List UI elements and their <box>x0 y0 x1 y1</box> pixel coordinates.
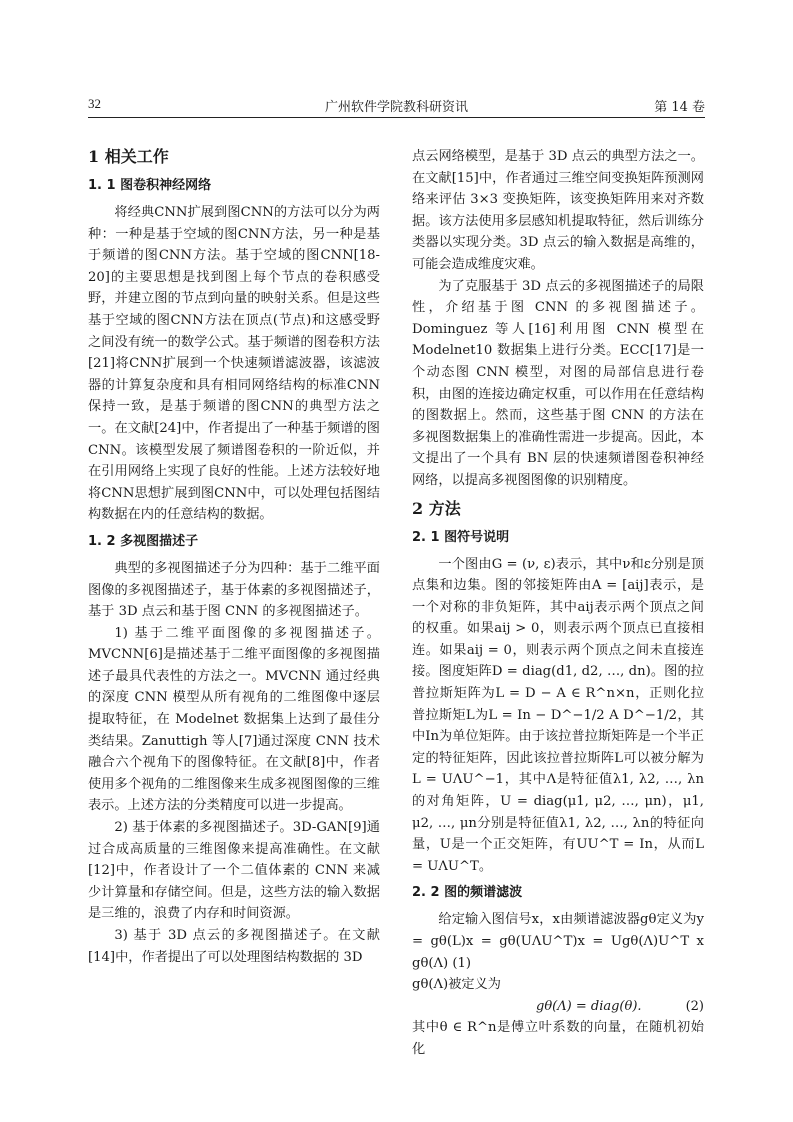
section-2-heading: 2 方法 <box>412 498 461 518</box>
section-1-1-heading: 1. 1 图卷积神经网络 <box>88 178 212 193</box>
section-1-1-paragraph: 将经典CNN扩展到图CNN的方法可以分为两种：一种是基于空域的图CNN方法，另一种是基于频谱的图CNN方法。基于空域的图CNN[18-20]的主要思想是找到图上每个节点的卷积感受野，并建立图的节点到向量的映射关系。但是这些基于空域的图CNN方法在顶点(节点)和这感受野之间没有统一的数学公式。基于频谱的图卷积方法[21]将CNN扩展到一个快速频谱滤波器，该滤波器的计算复杂度和具有相同网络结构的标准CNN保持一致，是基于频谱的图CNN的典型方法之一。在文献[24]中，作者提出了一种基于频谱的图CNN。该模型发展了频谱图卷积的一阶近似，并在引用网络上实现了良好的性能。上述方法较好地将CNN思想扩展到图CNN中，可以处理包括图结构数据在内的任意结构的数据。 <box>88 205 380 523</box>
equation-2-number: (2) <box>685 998 704 1014</box>
section-2-2-heading: 2. 2 图的频谱滤波 <box>412 885 523 901</box>
section-1-2-paragraph-4: 3) 基于 3D 点云的多视图描述子。在文献[14]中，作者提出了可以处理图结构数据的 3D <box>88 928 380 965</box>
equation-2 <box>412 996 704 1018</box>
section-1-2-paragraph-2: 1) 基于二维平面图像的多视图描述子。MVCNN[6]是描述基于二维平面图像的多视图描述子最具代表性的方法之一。MVCNN 通过经典的深度 CNN 模型从所有视角的二维图像中逐层提取特征，在 Modelnet 数据集上达到了最佳分类结果。Zanuttigh 等人[7]通过深度 CNN 技术融合六个视角下的图像特征。在文献[8]中，作者使用多个视角的二维图像来生成多视图图像的三维表示。上述方法的分类精度可以进一步提高。 <box>88 625 380 814</box>
section-1-heading: 1 相关工作 <box>88 147 169 166</box>
left-column <box>88 146 380 968</box>
equation-2-body: gθ(Λ) = diag(θ). <box>536 998 642 1014</box>
section-1-2-paragraph-4-cont: 点云网络模型，是基于 3D 点云的典型方法之一。在文献[15]中，作者通过三维空间变换矩阵预测网络来评估 3×3 变换矩阵，该变换矩阵用来对齐数据。该方法使用多层感知机提取特征，然后训练分类器以实现分类。3D 点云的输入数据是高维的，可能会造成维度灾难。 <box>412 149 704 272</box>
section-1-2-paragraph-3: 2) 基于体素的多视图描述子。3D-GAN[9]通过合成高质量的三维图像来提高准确性。在文献[12]中，作者设计了一个二值体素的 CNN 来减少计算量和存储空间。但是，这些方法的输入数据是三维的，浪费了内存和时间资源。 <box>88 820 380 922</box>
page-number: 32 <box>88 96 101 111</box>
section-2-2-paragraph-1: 给定输入图信号x，x由频谱滤波器gθ定义为y = gθ(L)x = gθ(UΛU^T)x = Ugθ(Λ)U^T x gθ(Λ) (1) <box>412 912 704 971</box>
section-2-2-paragraph-3: 其中θ ∈ R^n是傅立叶系数的向量，在随机初始化 <box>412 1020 704 1057</box>
journal-title: 广州软件学院教科研资讯 <box>324 100 468 115</box>
right-column <box>412 146 704 1061</box>
section-2-2-paragraph-2: gθ(Λ)被定义为 <box>412 977 501 993</box>
header-rule <box>88 117 705 118</box>
section-2-1-paragraph: 一个图由G = (ν, ε)表示，其中ν和ε分别是顶点集和边集。图的邻接矩阵由A = [aij]表示，是一个对称的非负矩阵，其中aij表示两个顶点之间的权重。如果aij > 0，则表示两个顶点已直接相连。如果aij = 0，则表示两个顶点之间未直接连接。图度矩阵D = diag(d1, d2, …, dn)。图的拉普拉斯矩阵为L = D − A ∈ R^n×n，正则化拉普拉斯矩L为L = In − D^−1/2 A D^−1/2，其中In为单位矩阵。由于该拉普拉斯矩阵是一个半正定的特征矩阵，因此该拉普拉斯阵L可以被分解为L = UΛU^−1，其中Λ是特征值λ1, λ2, …, λn的对角矩阵，U = diag(μ1, μ2, …, μn)，μ1, μ2, …, μn分别是特征值λ1, λ2, …, λn的特征向量，U是一个正交矩阵，有UU^T = In，从而L = UΛU^T。 <box>412 556 704 874</box>
section-1-2-paragraph-1: 典型的多视图描述子分为四种：基于二维平面图像的多视图描述子，基于体素的多视图描述子，基于 3D 点云和基于图 CNN 的多视图描述子。 <box>88 560 380 620</box>
volume-label: 第 14 卷 <box>654 100 705 115</box>
section-2-1-heading: 2. 1 图符号说明 <box>412 529 510 545</box>
section-1-2-paragraph-5: 为了克服基于 3D 点云的多视图描述子的局限性，介绍基于图 CNN 的多视图描述子。Dominguez 等人[16]利用图 CNN 模型在 Modelnet10 数据集上进行分类。ECC[17]是一个动态图 CNN 模型，对图的局部信息进行卷积，由图的连接边确定权重，可以作用在任意结构的图数据上。然而，这些基于图 CNN 的方法在多视图数据集上的准确性需进一步提高。因此，本文提出了一个具有 BN 层的快速频谱图卷积神经网络，以提高多视图图像的识别精度。 <box>412 278 704 488</box>
section-1-2-heading: 1. 2 多视图描述子 <box>88 533 199 549</box>
